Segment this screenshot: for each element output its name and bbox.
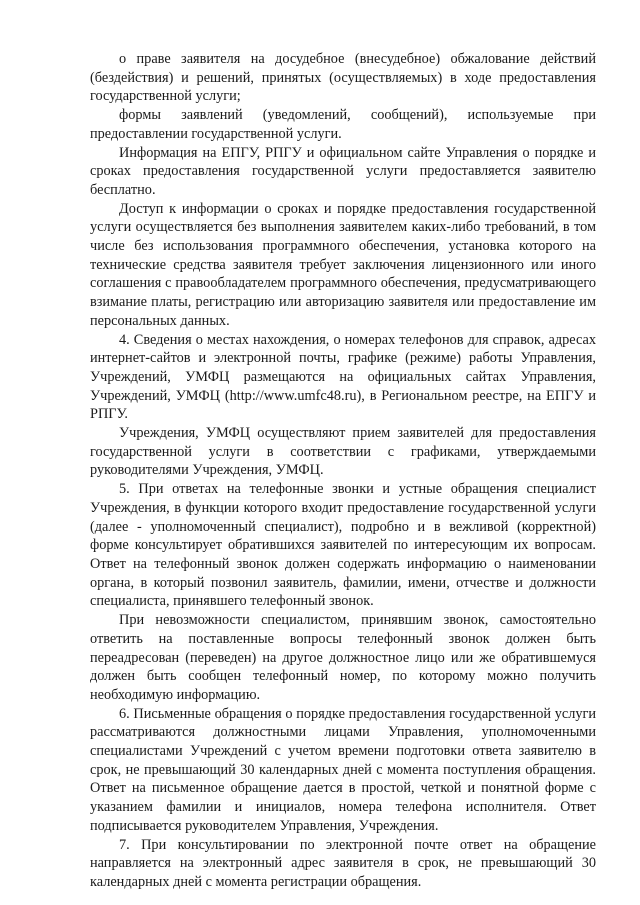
paragraph-item-7-email-consultations: 7. При консультировании по электронной почте ответ на обращение направляется на электронный адрес заявителя в срок, не превышающий 30 календарных дней с момента регистрации обращения. <box>90 836 596 890</box>
paragraph-appeal-rights: о праве заявителя на досудебное (внесудебное) обжалование действий (бездействия) и решений, принятых (осуществляемых) в ходе предоставления государственной услуги; <box>90 51 596 105</box>
paragraph-information-access: Доступ к информации о сроках и порядке предоставления государственной услуги осуществляется без выполнения заявителем каких-либо требований, в том числе без использования программного обеспечения, установка которого на технические средства заявителя требует заключения лицензионного или иного соглашения с правообладателем программного обеспечения, предусматривающего взимание платы, регистрацию или авторизацию заявителя или предоставление им персональных данных. <box>90 200 596 329</box>
paragraph-application-forms: формы заявлений (уведомлений, сообщений), используемые при предоставлении государственной услуги. <box>90 107 596 142</box>
paragraph-item-5-phone-consultations: 5. При ответах на телефонные звонки и устные обращения специалист Учреждения, в функции которого входит предоставление государственной услуги (далее - уполномоченный специалист), подробно и в вежливой (корректной) форме консультирует обратившихся заявителей по интересующим их вопросам. Ответ на телефонный звонок должен содержать информацию о наименовании органа, в который позвонил заявитель, фамилии, имени, отчестве и должности специалиста, принявшего телефонный звонок. <box>90 481 596 610</box>
paragraph-free-information: Информация на ЕПГУ, РПГУ и официальном сайте Управления о порядке и сроках предоставления государственной услуги предоставляется заявителю бесплатно. <box>90 144 596 198</box>
paragraph-item-6-written-requests: 6. Письменные обращения о порядке предоставления государственной услуги рассматриваются должностными лицами Управления, уполномоченными специалистами Учреждений с учетом времени подготовки ответа заявителю в срок, не превышающий 30 календарных дней с момента поступления обращения. Ответ на письменное обращение дается в простой, четкой и понятной форме с указанием фамилии и инициалов, номера телефона исполнителя. Ответ подписывается руководителем Управления, Учреждения. <box>90 705 596 834</box>
paragraph-reception-schedule: Учреждения, УМФЦ осуществляют прием заявителей для предоставления государственной услуги в соответствии с графиками, утверждаемыми руководителями Учреждения, УМФЦ. <box>90 425 596 479</box>
paragraph-call-redirect: При невозможности специалистом, принявшим звонок, самостоятельно ответить на поставленные вопросы телефонный звонок должен быть переадресован (переведен) на другое должностное лицо или же обратившемуся должен быть сообщен телефонный номер, по которому можно получить необходимую информацию. <box>90 612 596 703</box>
document-page <box>90 50 596 892</box>
paragraph-item-4-contacts: 4. Сведения о местах нахождения, о номерах телефонов для справок, адресах интернет-сайтов и электронной почты, графике (режиме) работы Управления, Учреждений, УМФЦ размещаются на официальных сайтах Управления, Учреждений, УМФЦ (http://www.umfc48.ru), в Региональном реестре, на ЕПГУ и РПГУ. <box>90 331 596 423</box>
